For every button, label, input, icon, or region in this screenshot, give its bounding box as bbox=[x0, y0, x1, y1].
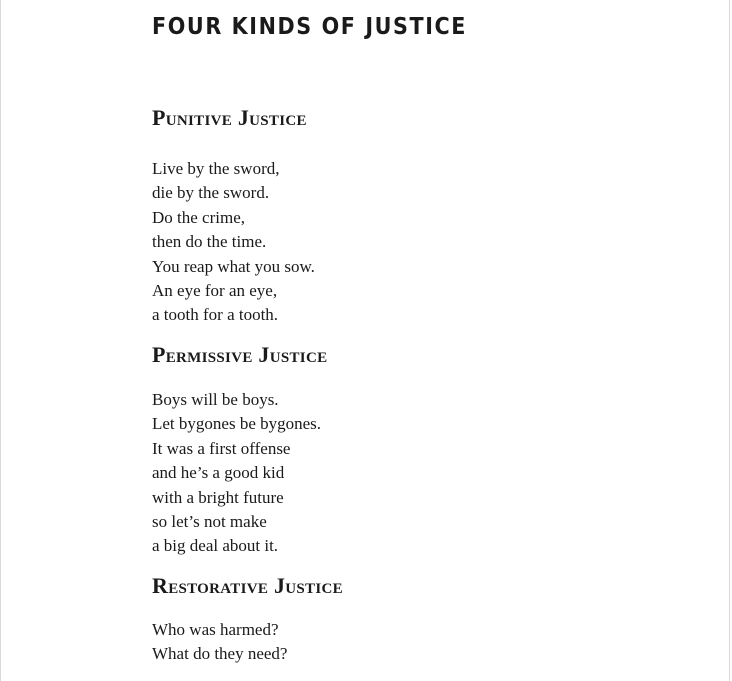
stanza-punitive bbox=[152, 157, 315, 328]
page-title: FOUR KINDS OF JUSTICE bbox=[152, 14, 468, 40]
poem-line: Let bygones be bygones. bbox=[152, 414, 322, 434]
section-heading-punitive: Punitive Justice bbox=[152, 105, 307, 130]
poem-line: a big deal about it. bbox=[152, 536, 279, 556]
section-heading-restorative: Restorative Justice bbox=[152, 573, 343, 598]
section-heading-permissive: Permissive Justice bbox=[152, 342, 328, 367]
poem-line: An eye for an eye, bbox=[152, 280, 278, 300]
page-left-border bbox=[0, 0, 1, 681]
poem-line: It was a first offense bbox=[152, 438, 291, 458]
poem-line: Boys will be boys. bbox=[152, 390, 279, 409]
poem-line: Who was harmed? bbox=[152, 620, 279, 639]
poem-line: Live by the sword, bbox=[152, 159, 280, 178]
poem-line: then do the time. bbox=[152, 232, 267, 252]
poem-line: What do they need? bbox=[152, 644, 288, 664]
poem-line: a tooth for a tooth. bbox=[152, 305, 279, 325]
page-right-border bbox=[729, 0, 730, 681]
poem-line: and he’s a good kid bbox=[152, 463, 285, 483]
stanza-restorative bbox=[152, 618, 287, 667]
stanza-permissive bbox=[152, 388, 321, 559]
poem-line: die by the sword. bbox=[152, 183, 270, 203]
poem-line: with a bright future bbox=[152, 487, 284, 507]
poem-line: You reap what you sow. bbox=[152, 256, 315, 276]
poem-line: Do the crime, bbox=[152, 207, 245, 227]
poem-line: so let’s not make bbox=[152, 511, 267, 531]
